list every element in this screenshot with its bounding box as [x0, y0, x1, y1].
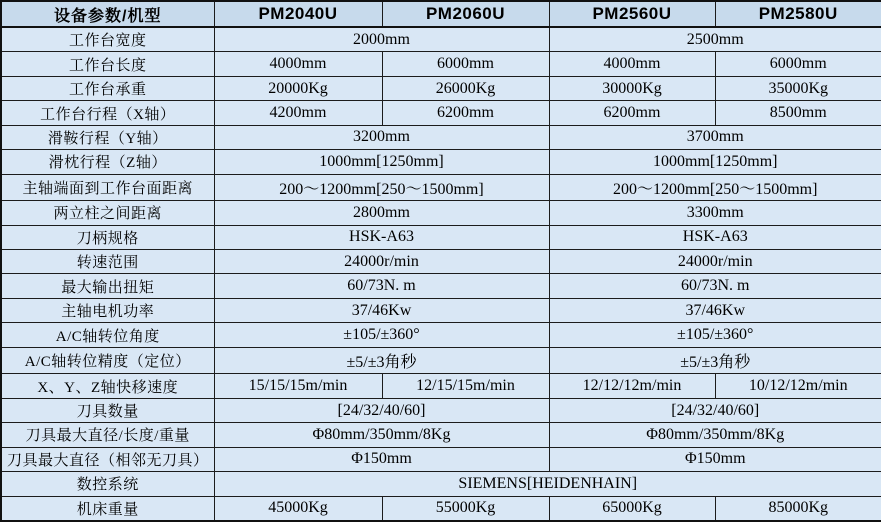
value-cell: 2500mm: [549, 27, 881, 52]
table-row: [1, 201, 881, 225]
value-cell: 26000Kg: [382, 76, 549, 100]
param-label: 工作台宽度: [1, 27, 214, 52]
value-cell: 12/15/15m/min: [382, 374, 549, 398]
table-row: [1, 398, 881, 422]
table-row: [1, 447, 881, 471]
table-row: [1, 374, 881, 398]
value-cell: 10/12/12m/min: [715, 374, 881, 398]
table-row: [1, 472, 881, 496]
value-cell: 85000Kg: [715, 496, 881, 521]
param-label: A/C轴转位角度: [1, 323, 214, 347]
table-row: [1, 423, 881, 447]
value-cell: SIEMENS[HEIDENHAIN]: [214, 472, 881, 496]
value-cell: 6200mm: [382, 101, 549, 125]
value-cell: 37/46Kw: [214, 298, 549, 322]
param-label: 刀柄规格: [1, 225, 214, 249]
value-cell: 200～1200mm[250～1500mm]: [549, 174, 881, 201]
value-cell: HSK-A63: [549, 225, 881, 249]
param-label: 工作台行程（X轴）: [1, 101, 214, 125]
value-cell: 45000Kg: [214, 496, 382, 521]
value-cell: ±5/±3角秒: [214, 347, 549, 374]
table-row: [1, 27, 881, 52]
param-label: X、Y、Z轴快移速度: [1, 374, 214, 398]
value-cell: Φ80mm/350mm/8Kg: [214, 423, 549, 447]
table-row: [1, 250, 881, 274]
value-cell: Φ150mm: [549, 447, 881, 471]
value-cell: [24/32/40/60]: [214, 398, 549, 422]
param-label: 最大输出扭矩: [1, 274, 214, 298]
value-cell: 24000r/min: [549, 250, 881, 274]
value-cell: 2800mm: [214, 201, 549, 225]
table-row: [1, 125, 881, 149]
value-cell: 1000mm[1250mm]: [214, 150, 549, 174]
param-label: 机床重量: [1, 496, 214, 521]
value-cell: 3200mm: [214, 125, 549, 149]
value-cell: 15/15/15m/min: [214, 374, 382, 398]
value-cell: 60/73N. m: [549, 274, 881, 298]
param-label: 主轴端面到工作台面距离: [1, 174, 214, 201]
value-cell: 6000mm: [382, 52, 549, 76]
param-label: 两立柱之间距离: [1, 201, 214, 225]
value-cell: ±105/±360°: [214, 323, 549, 347]
table-row: [1, 298, 881, 322]
value-cell: 24000r/min: [214, 250, 549, 274]
value-cell: 200～1200mm[250～1500mm]: [214, 174, 549, 201]
param-label: 数控系统: [1, 472, 214, 496]
value-cell: 35000Kg: [715, 76, 881, 100]
param-label: 转速范围: [1, 250, 214, 274]
value-cell: 3300mm: [549, 201, 881, 225]
table-row: [1, 52, 881, 76]
value-cell: 65000Kg: [549, 496, 715, 521]
table-row: [1, 347, 881, 374]
value-cell: 12/12/12m/min: [549, 374, 715, 398]
value-cell: 30000Kg: [549, 76, 715, 100]
value-cell: Φ150mm: [214, 447, 549, 471]
param-label: 工作台承重: [1, 76, 214, 100]
table-row: [1, 496, 881, 521]
model-header-pm2040u: PM2040U: [214, 1, 382, 27]
value-cell: 55000Kg: [382, 496, 549, 521]
value-cell: ±105/±360°: [549, 323, 881, 347]
value-cell: 4000mm: [214, 52, 382, 76]
value-cell: 2000mm: [214, 27, 549, 52]
value-cell: 3700mm: [549, 125, 881, 149]
param-label: 刀具最大直径（相邻无刀具）: [1, 447, 214, 471]
table-row: [1, 101, 881, 125]
param-label: 刀具数量: [1, 398, 214, 422]
value-cell: 20000Kg: [214, 76, 382, 100]
value-cell: 37/46Kw: [549, 298, 881, 322]
value-cell: 6200mm: [549, 101, 715, 125]
table-row: [1, 274, 881, 298]
param-label: 主轴电机功率: [1, 298, 214, 322]
value-cell: 6000mm: [715, 52, 881, 76]
table-row: [1, 323, 881, 347]
header-row: [1, 1, 881, 27]
corner-header-cell: 设备参数/机型: [1, 1, 214, 27]
table-row: [1, 76, 881, 100]
model-header-pm2580u: PM2580U: [715, 1, 881, 27]
value-cell: ±5/±3角秒: [549, 347, 881, 374]
param-label: 滑鞍行程（Y轴）: [1, 125, 214, 149]
model-header-pm2060u: PM2060U: [382, 1, 549, 27]
param-label: 刀具最大直径/长度/重量: [1, 423, 214, 447]
param-label: 滑枕行程（Z轴）: [1, 150, 214, 174]
value-cell: 4000mm: [549, 52, 715, 76]
value-cell: [24/32/40/60]: [549, 398, 881, 422]
value-cell: 60/73N. m: [214, 274, 549, 298]
param-label: 工作台长度: [1, 52, 214, 76]
param-label: A/C轴转位精度（定位）: [1, 347, 214, 374]
table-row: [1, 150, 881, 174]
model-header-pm2560u: PM2560U: [549, 1, 715, 27]
table-row: [1, 174, 881, 201]
spec-table-body: [1, 27, 881, 521]
value-cell: Φ80mm/350mm/8Kg: [549, 423, 881, 447]
table-row: [1, 225, 881, 249]
value-cell: 4200mm: [214, 101, 382, 125]
value-cell: 8500mm: [715, 101, 881, 125]
value-cell: HSK-A63: [214, 225, 549, 249]
value-cell: 1000mm[1250mm]: [549, 150, 881, 174]
